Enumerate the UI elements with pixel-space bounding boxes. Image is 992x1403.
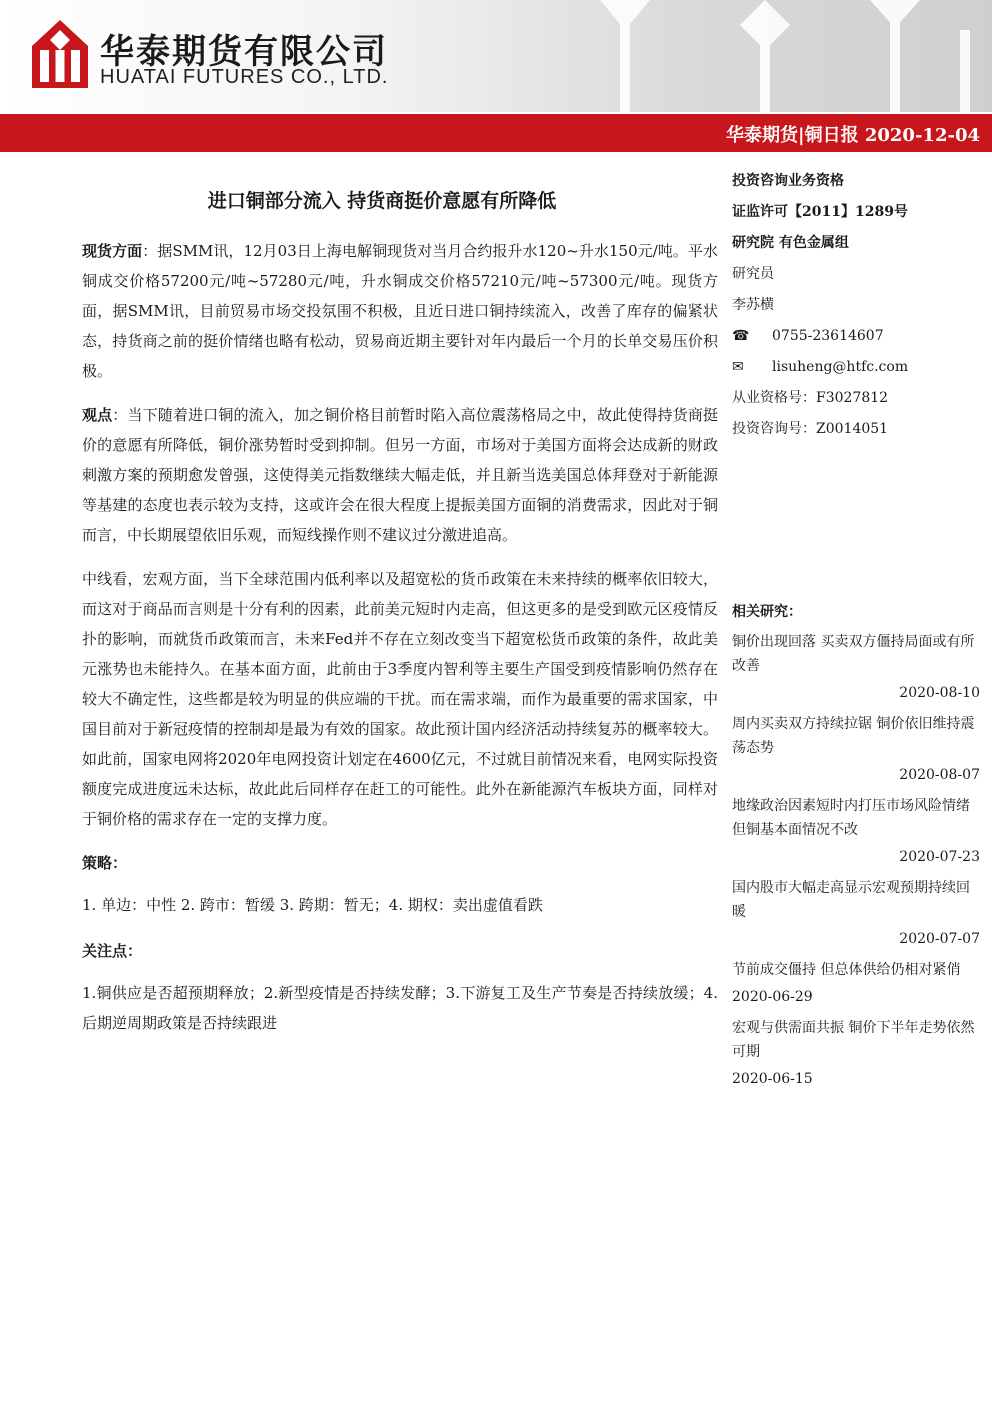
related-item-date: 2020-06-15 bbox=[732, 1071, 813, 1087]
company-name-en: HUATAI FUTURES CO., LTD. bbox=[100, 66, 389, 88]
envelope-icon: ✉ bbox=[732, 359, 744, 375]
department: 研究院 有色金属组 bbox=[732, 235, 849, 251]
related-item-title[interactable]: 地缘政治因素短时内打压市场风险情绪 但铜基本面情况不改 bbox=[732, 798, 970, 838]
analyst-role: 研究员 bbox=[732, 266, 774, 282]
view-paragraph bbox=[82, 400, 718, 550]
view-text: ：当下随着进口铜的流入，加之铜价格目前暂时陷入高位震荡格局之中，故此使得持货商挺价的意愿有所降低，铜价涨势暂时受到抑制。但另一方面，市场对于美国方面将会达成新的财政刺激方案的预期愈发曾强，这使得美元指数继续大幅走低，并且新当选美国总体拜登对于新能源等基建的态度也表示较为支持，这或许会在很大程度上提振美国方面铜的消费需求，因此对于铜而言，中长期展望依旧乐观，而短线操作则不建议过分激进追高。 bbox=[82, 406, 718, 544]
spot-paragraph bbox=[82, 236, 718, 386]
analyst-sidebar bbox=[732, 166, 982, 445]
email-address[interactable]: lisuheng@htfc.com bbox=[772, 359, 909, 375]
focus-text: 1.铜供应是否超预期释放；2.新型疫情是否持续发酵；3.下游复工及生产节奏是否持续放缓；4. 后期逆周期政策是否持续跟进 bbox=[82, 984, 718, 1032]
phone-icon: ☎ bbox=[732, 328, 750, 344]
related-item-date: 2020-06-29 bbox=[732, 989, 813, 1005]
qualification-line-1: 投资咨询业务资格 bbox=[732, 173, 844, 189]
related-item-date: 2020-07-07 bbox=[899, 931, 980, 947]
license-number: 从业资格号：F3027812 bbox=[732, 390, 889, 406]
email-row bbox=[732, 352, 982, 383]
company-logo-icon bbox=[32, 20, 88, 88]
analyst-name: 李苏横 bbox=[732, 297, 774, 313]
page-header bbox=[0, 0, 992, 112]
spot-text: ：据SMM讯，12月03日上海电解铜现货对当月合约报升水120~升水150元/吨。平水铜成交价格57200元/吨~57280元/吨，升水铜成交价格57210元/吨~57300元/吨。现货方面，据SMM讯，目前贸易市场交投氛围不积极，且近日进口铜持续流入，改善了库存的偏紧状态，持货商之前的挺价情绪也略有松动，贸易商近期主要针对年内最后一个月的长单交易压价积极。 bbox=[82, 242, 718, 380]
related-item-title[interactable]: 周内买卖双方持续拉锯 铜价依旧维持震荡态势 bbox=[732, 716, 975, 756]
phone-number: 0755-23614607 bbox=[772, 328, 884, 344]
mid-paragraph: 中线看，宏观方面，当下全球范围内低利率以及超宽松的货币政策在未来持续的概率依旧较大，而这对于商品而言则是十分有利的因素，此前美元短时内走高，但这更多的是受到欧元区疫情反扑的影响，而就货币政策而言，未来Fed并不存在立刻改变当下超宽松货币政策的条件，故此美元涨势也未能持久。在基本面方面，此前由于3季度内智利等主要生产国受到疫情影响仍然存在较大不确定性，这些都是较为明显的供应端的干扰。而在需求端，而作为最重要的需求国家，中国目前对于新冠疫情的控制却是最为有效的国家。故此预计国内经济活动持续复苏的概率较大。如此前，国家电网将2020年电网投资计划定在4600亿元，不过就目前情况来看，电网实际投资额度完成进度远未达标，故此此后同样存在赶工的可能性。此外在新能源汽车板块方面，同样对于铜价格的需求存在一定的支撑力度。 bbox=[82, 570, 718, 828]
related-heading: 相关研究： bbox=[732, 604, 802, 620]
related-item-title[interactable]: 国内股市大幅走高显示宏观预期持续回暖 bbox=[732, 880, 970, 920]
header-decoration bbox=[560, 0, 992, 112]
related-item-date: 2020-07-23 bbox=[899, 849, 980, 865]
related-research bbox=[732, 598, 980, 1094]
spot-label: 现货方面 bbox=[82, 242, 143, 260]
report-banner bbox=[0, 114, 992, 152]
related-item-date: 2020-08-10 bbox=[899, 685, 980, 701]
strategy-heading: 策略： bbox=[82, 854, 128, 872]
report-title: 进口铜部分流入 持货商挺价意愿有所降低 bbox=[207, 190, 557, 212]
view-label: 观点 bbox=[82, 406, 113, 424]
focus-heading: 关注点： bbox=[82, 942, 143, 960]
qualification-line-2: 证监许可【2011】1289号 bbox=[732, 204, 908, 220]
phone-row bbox=[732, 321, 982, 352]
strategy-text: 1. 单边：中性 2. 跨市：暂缓 3. 跨期：暂无；4. 期权：卖出虚值看跌 bbox=[82, 896, 543, 914]
report-banner-text: 华泰期货|铜日报 2020-12-04 bbox=[726, 125, 980, 146]
related-item-title[interactable]: 宏观与供需面共振 铜价下半年走势依然可期 bbox=[732, 1020, 975, 1060]
related-item-title[interactable]: 节前成交僵持 但总体供给仍相对紧俏 bbox=[732, 962, 961, 978]
main-content bbox=[82, 236, 718, 1052]
advisory-number: 投资咨询号：Z0014051 bbox=[732, 421, 889, 437]
company-name-cn: 华泰期货有限公司 bbox=[100, 32, 388, 72]
related-item-title[interactable]: 铜价出现回落 买卖双方僵持局面或有所改善 bbox=[732, 634, 975, 674]
related-item-date: 2020-08-07 bbox=[899, 767, 980, 783]
